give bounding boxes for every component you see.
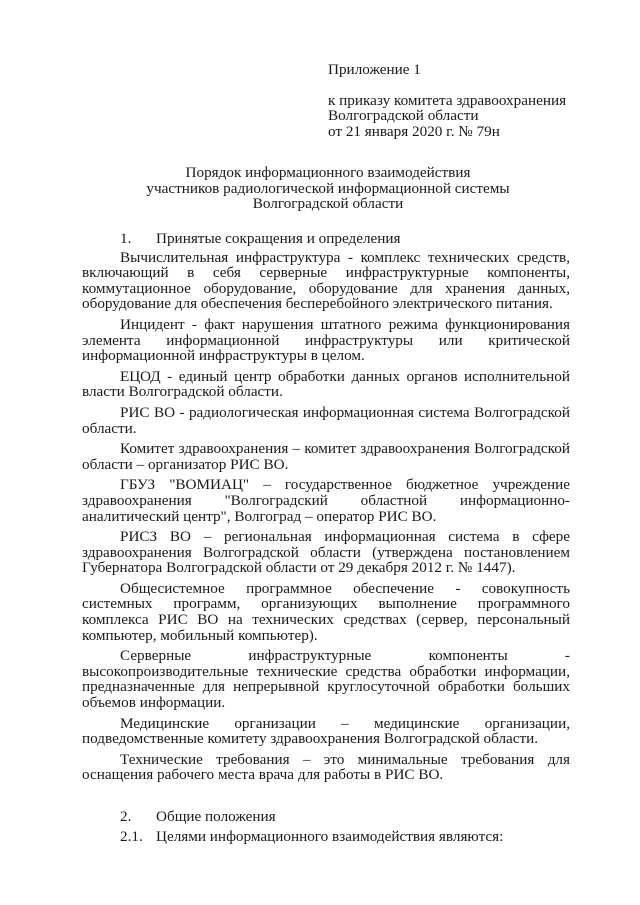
- definition-paragraph: Вычислительная инфраструктура - комплекс технических средств, включающий в себя серверные инфраструктурные компоненты, коммутационное оборудование, оборудование для хранения данных, оборудование для обеспечения бесперебойного электрического питания.: [82, 248, 570, 313]
- document-body: [82, 231, 570, 788]
- appendix-line: от 21 января 2020 г. № 79н: [328, 122, 500, 140]
- section-2-block: [82, 809, 570, 848]
- definition-paragraph: Общесистемное программное обеспечение - совокупность системных программ, организующих выполнение программного комплекса РИС ВО на технических средствах (сервер, персональный компьютер, мобильный компьютер).: [82, 579, 570, 644]
- definition-paragraph: Медицинские организации – медицинские организации, подведомственные комитету здравоохранения Волгоградской области.: [82, 714, 570, 748]
- section-title: Общие положения: [156, 808, 276, 825]
- definition-paragraph: РИС ВО - радиологическая информационная система Волгоградской области.: [82, 403, 570, 437]
- definition-paragraph: РИСЗ ВО – региональная информационная система в сфере здравоохранения Волгоградской области (утверждена постановлением Губернатора Волгоградской области от 29 декабря 2012 г. № 1447).: [82, 528, 570, 577]
- heading-line: Порядок информационного взаимодействия: [185, 164, 471, 181]
- appendix-line: Волгоградской области: [328, 107, 479, 125]
- definition-paragraph: Комитет здравоохранения – комитет здравоохранения Волгоградской области – организатор РИС ВО.: [82, 440, 570, 473]
- definition-paragraph: Серверные инфраструктурные компоненты - высокопроизводительные технические средства обработки информации, предназначенные для непрерывной круглосуточной обработки больших объемов информации.: [82, 647, 570, 712]
- appendix-block: [328, 62, 618, 139]
- section-2-heading: [120, 809, 570, 825]
- item-text: Целями информационного взаимодействия являются:: [156, 827, 504, 845]
- section-1-heading: [120, 231, 570, 247]
- section-title: Принятые сокращения и определения: [156, 230, 401, 247]
- heading-line: участников радиологической информационной системы: [146, 179, 510, 197]
- document-heading: [60, 165, 596, 212]
- appendix-line: к приказу комитета здравоохранения: [328, 91, 567, 109]
- appendix-title: Приложение 1: [328, 61, 421, 78]
- section-number: 1.: [120, 230, 132, 247]
- definition-paragraph: Инцидент - факт нарушения штатного режима функционирования элемента информационной инфраструктуры или критической информационной инфраструктуры в целом.: [82, 315, 570, 365]
- heading-line: Волгоградской области: [252, 195, 404, 213]
- item-2-1: [120, 829, 570, 845]
- definition-paragraph: Технические требования – это минимальные требования для оснащения рабочего места врача для работы в РИС ВО.: [82, 750, 570, 784]
- definition-paragraph: ЕЦОД - единый центр обработки данных органов исполнительной власти Волгоградской области.: [82, 367, 570, 401]
- definition-paragraph: ГБУЗ "ВОМИАЦ" – государственное бюджетное учреждение здравоохранения "Волгоградский областной информационно-аналитический центр", Волгоград – оператор РИС ВО.: [82, 476, 570, 525]
- section-number: 2.: [120, 808, 132, 825]
- item-number: 2.1.: [120, 827, 143, 845]
